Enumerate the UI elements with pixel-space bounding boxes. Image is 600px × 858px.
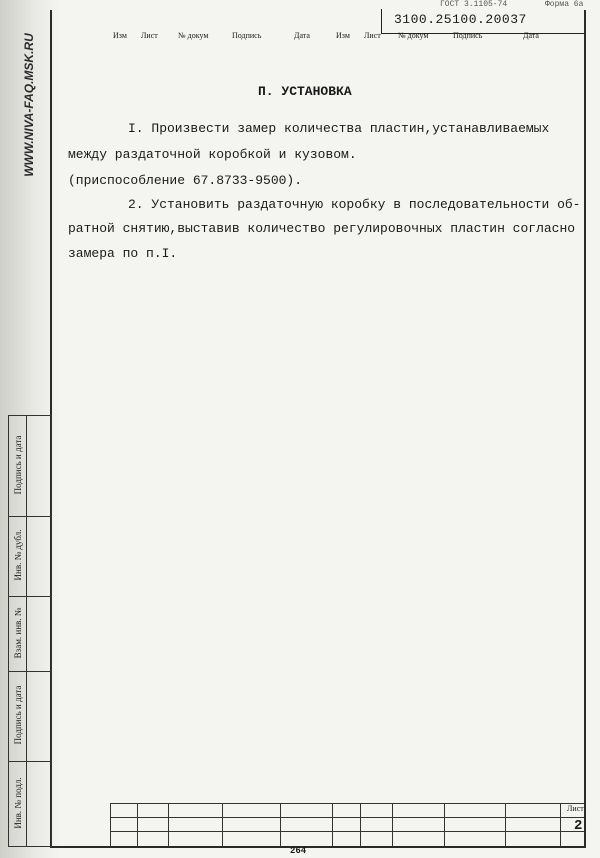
- side-label-signature-date-2: Подпись и дата: [12, 685, 23, 745]
- body-line-6: замера по п.I.: [68, 246, 178, 261]
- stamp-col: [280, 803, 281, 847]
- title-block-stamp: [110, 803, 585, 847]
- sheet-label: Лист: [567, 804, 584, 813]
- section-heading: П. УСТАНОВКА: [258, 84, 352, 99]
- stamp-rule: [110, 831, 585, 832]
- sheet-number: 2: [574, 818, 583, 834]
- stamp-label-signature-2: Подпись: [453, 31, 483, 40]
- side-table-divider: [26, 416, 27, 846]
- stamp-col: [505, 803, 506, 847]
- stamp-label-izm: Изм: [113, 31, 127, 40]
- stamp-rule: [110, 803, 585, 804]
- form-number: Форма 6а: [545, 0, 584, 9]
- frame-right-border: [584, 10, 586, 848]
- side-label-dup-inv: Инв. № дубл.: [12, 529, 23, 581]
- stamp-label-izm-2: Изм: [336, 31, 350, 40]
- body-line-2: между раздаточной коробкой и кузовом.: [68, 147, 357, 162]
- gost-reference: ГОСТ 3.1105-74: [440, 0, 508, 9]
- stamp-col: [222, 803, 223, 847]
- stamp-col: [392, 803, 393, 847]
- stamp-label-doc: № докум: [178, 31, 209, 40]
- stamp-col: [360, 803, 361, 847]
- body-line-3: (приспособление 67.8733-9500).: [68, 173, 303, 188]
- stamp-col: [168, 803, 169, 847]
- side-label-signature-date: Подпись и дата: [12, 435, 23, 495]
- stamp-label-date: Дата: [294, 31, 310, 40]
- body-line-4: 2. Установить раздаточную коробку в последовательности об-: [128, 197, 581, 212]
- stamp-label-signature: Подпись: [232, 31, 262, 40]
- stamp-col: [332, 803, 333, 847]
- stamp-col: [110, 803, 111, 847]
- side-label-replace-inv: Взам. инв. №: [12, 607, 23, 658]
- stamp-label-list: Лист: [141, 31, 158, 40]
- stamp-label-date-2: Дата: [523, 31, 539, 40]
- watermark-text: WWW.NIVA-FAQ.MSK.RU: [22, 33, 36, 177]
- side-label-original-inv: Инв. № подл.: [12, 776, 23, 829]
- stamp-label-list-2: Лист: [364, 31, 381, 40]
- stamp-label-doc-2: № докум: [398, 31, 429, 40]
- body-line-1: I. Произвести замер количества пластин,устанавливаемых: [128, 121, 550, 136]
- stamp-rule: [110, 817, 585, 818]
- watermark: [20, 20, 38, 190]
- stamp-col: [560, 803, 561, 847]
- body-line-5: ратной снятию,выставив количество регулировочных пластин согласно: [68, 221, 576, 236]
- stamp-col: [444, 803, 445, 847]
- footer-page-number: 264: [290, 846, 307, 856]
- document-code: 3100.25100.20037: [394, 12, 527, 27]
- stamp-col: [137, 803, 138, 847]
